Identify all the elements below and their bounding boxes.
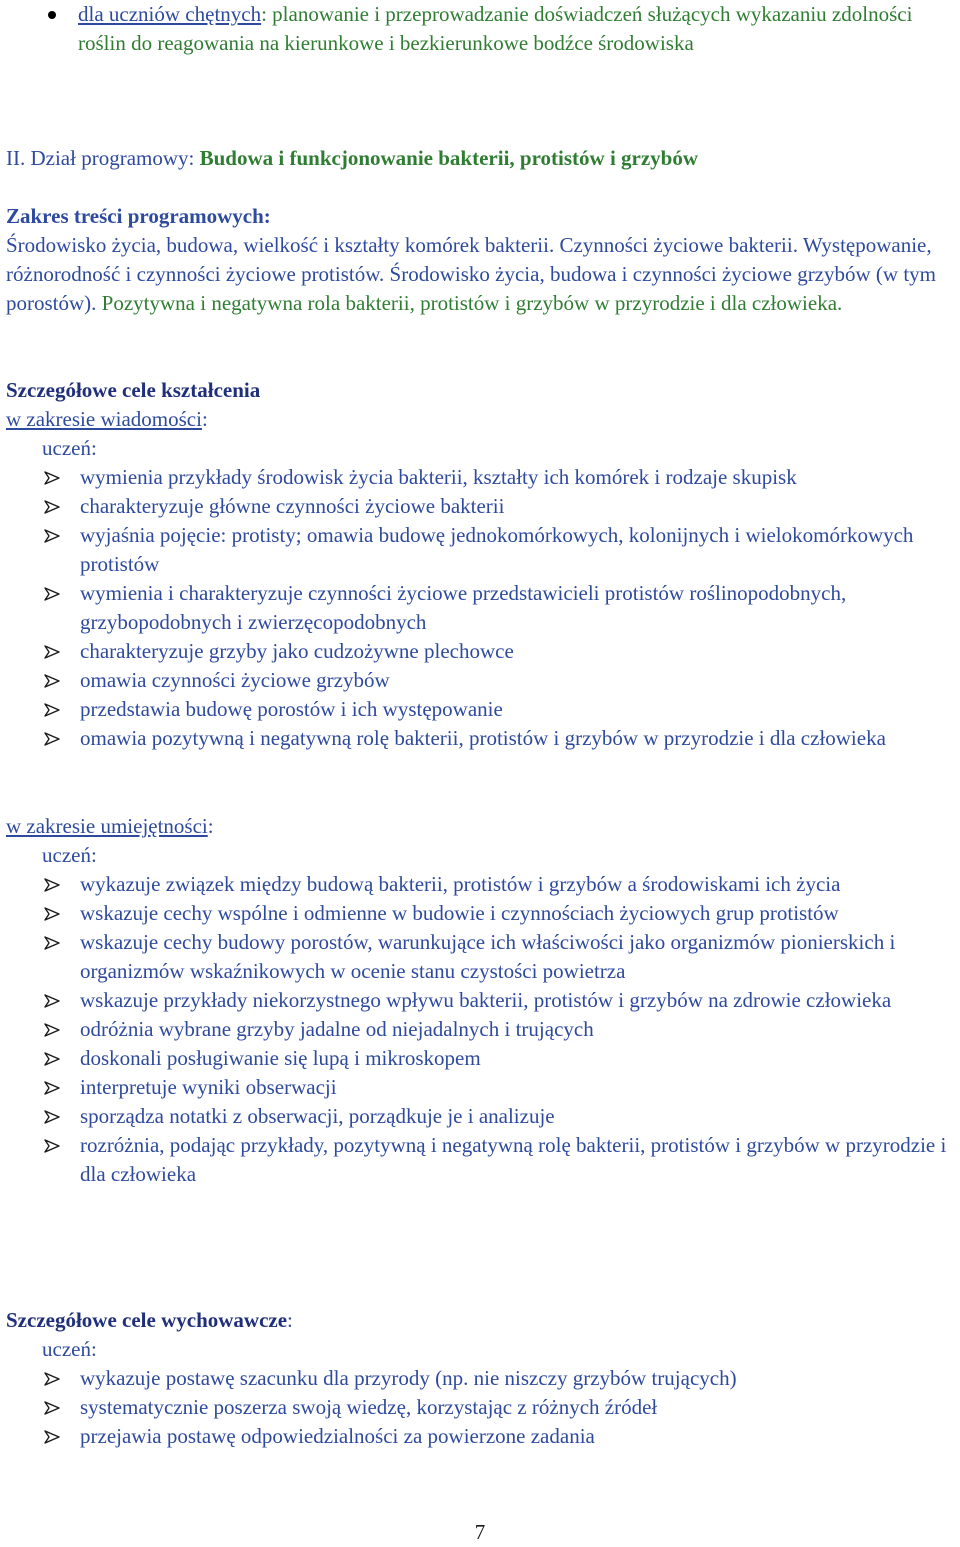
section-heading: II. Dział programowy: Budowa i funkcjonowanie bakterii, protistów i grzybów [6, 146, 699, 170]
list-item [0, 666, 950, 695]
scope-heading: Zakres treści programowych: [6, 204, 271, 228]
list-item-text: interpretuje wyniki obserwacji [80, 1075, 337, 1099]
list-item-text: wskazuje przykłady niekorzystnego wpływu bakterii, protistów i grzybów na zdrowie człowieka [80, 988, 892, 1012]
upbringing-student-label: uczeń: [42, 1337, 97, 1361]
arrow-bullet-icon [44, 1023, 60, 1037]
list-item-text: przedstawia budowę porostów i ich występowanie [80, 697, 503, 721]
list-item-text: wymienia i charakteryzuje czynności życiowe przedstawicieli protistów roślinopodobnych, grzybopodobnych i zwierzęcopodobnych [80, 581, 847, 634]
list-item [0, 986, 950, 1015]
arrow-bullet-icon [44, 529, 60, 543]
list-item-text: omawia czynności życiowe grzybów [80, 668, 390, 692]
list-item-text: wskazuje cechy wspólne i odmienne w budowie i czynnościach życiowych grup protistów [80, 901, 839, 925]
upbringing-goals-heading: Szczegółowe cele wychowawcze: [6, 1308, 293, 1332]
section-title: Budowa i funkcjonowanie bakterii, protistów i grzybów [199, 146, 699, 170]
arrow-bullet-icon [44, 1139, 60, 1153]
skills-list [0, 870, 950, 1189]
arrow-bullet-icon [44, 732, 60, 746]
list-item [0, 724, 950, 753]
intro-bullet-lead: dla uczniów chętnych [78, 2, 262, 26]
list-item-text: wykazuje postawę szacunku dla przyrody (np. nie niszczy grzybów trujących) [80, 1366, 737, 1390]
arrow-bullet-icon [44, 1052, 60, 1066]
list-item [0, 1364, 950, 1393]
list-item [0, 695, 950, 724]
arrow-bullet-icon [44, 1081, 60, 1095]
list-item [0, 870, 950, 899]
list-item [0, 463, 950, 492]
list-item [0, 637, 950, 666]
arrow-bullet-icon [44, 907, 60, 921]
arrow-bullet-icon [44, 1430, 60, 1444]
skills-student-label: uczeń: [42, 843, 97, 867]
list-item [0, 1131, 950, 1189]
arrow-bullet-icon [44, 471, 60, 485]
list-item-text: odróżnia wybrane grzyby jadalne od niejadalnych i trujących [80, 1017, 594, 1041]
arrow-bullet-icon [44, 674, 60, 688]
page-number: 7 [474, 1520, 486, 1544]
scope-text: Środowisko życia, budowa, wielkość i kształty komórek bakterii. Czynności życiowe bakterii. Występowanie, różnorodność i czynności życiowe protistów. Środowisko życia, budowa i czynności życiowe grzybów (w tym porostów). Pozytywna i negatywna rola bakterii, protistów i grzybów w przyrodzie i dla człowieka. [6, 233, 936, 315]
list-item-text: wymienia przykłady środowisk życia bakterii, kształty ich komórek i rodzaje skupisk [80, 465, 797, 489]
list-item [0, 1044, 950, 1073]
list-item [0, 579, 950, 637]
list-item-text: charakteryzuje główne czynności życiowe bakterii [80, 494, 505, 518]
arrow-bullet-icon [44, 703, 60, 717]
list-item [0, 1015, 950, 1044]
arrow-bullet-icon [44, 1110, 60, 1124]
knowledge-list [0, 463, 950, 753]
list-item [0, 1073, 950, 1102]
list-item-text: charakteryzuje grzyby jako cudzożywne plechowce [80, 639, 514, 663]
intro-bullet-text: dla uczniów chętnych: planowanie i przeprowadzanie doświadczeń służących wykazaniu zdolności roślin do reagowania na kierunkowe i bezkierunkowe bodźce środowiska [78, 2, 913, 55]
arrow-bullet-icon [44, 994, 60, 1008]
skills-label: w zakresie umiejętności: [6, 814, 214, 838]
list-item [0, 1422, 950, 1451]
arrow-bullet-icon [44, 1401, 60, 1415]
list-item-text: wykazuje związek między budową bakterii, protistów i grzybów a środowiskami ich życia [80, 872, 841, 896]
list-item [0, 899, 950, 928]
list-item-text: systematycznie poszerza swoją wiedzę, korzystając z różnych źródeł [80, 1395, 658, 1419]
arrow-bullet-icon [44, 645, 60, 659]
list-item-text: omawia pozytywną i negatywną rolę bakterii, protistów i grzybów w przyrodzie i dla człowieka [80, 726, 886, 750]
arrow-bullet-icon [44, 878, 60, 892]
list-item-text: doskonali posługiwanie się lupą i mikroskopem [80, 1046, 481, 1070]
list-item [0, 1393, 950, 1422]
list-item [0, 928, 950, 986]
list-item-text: przejawia postawę odpowiedzialności za powierzone zadania [80, 1424, 595, 1448]
list-item [0, 1102, 950, 1131]
upbringing-list [0, 1364, 950, 1451]
arrow-bullet-icon [44, 936, 60, 950]
list-item-text: wskazuje cechy budowy porostów, warunkujące ich właściwości jako organizmów pionierskich i organizmów wskaźnikowych w ocenie stanu czystości powietrza [80, 930, 896, 983]
arrow-bullet-icon [44, 587, 60, 601]
knowledge-label: w zakresie wiadomości: [6, 407, 208, 431]
arrow-bullet-icon [44, 1372, 60, 1386]
knowledge-student-label: uczeń: [42, 436, 97, 460]
list-item [0, 492, 950, 521]
list-item [0, 521, 950, 579]
list-item-text: rozróżnia, podając przykłady, pozytywną i negatywną rolę bakterii, protistów i grzybów w przyrodzie i dla człowieka [80, 1133, 947, 1186]
list-item-text: sporządza notatki z obserwacji, porządkuje je i analizuje [80, 1104, 555, 1128]
education-goals-heading: Szczegółowe cele kształcenia [6, 378, 261, 402]
intro-bullet [0, 0, 948, 58]
list-item-text: wyjaśnia pojęcie: protisty; omawia budowę jednokomórkowych, kolonijnych i wielokomórkowych protistów [80, 523, 914, 576]
arrow-bullet-icon [44, 500, 60, 514]
bullet-dot-icon [48, 11, 56, 19]
